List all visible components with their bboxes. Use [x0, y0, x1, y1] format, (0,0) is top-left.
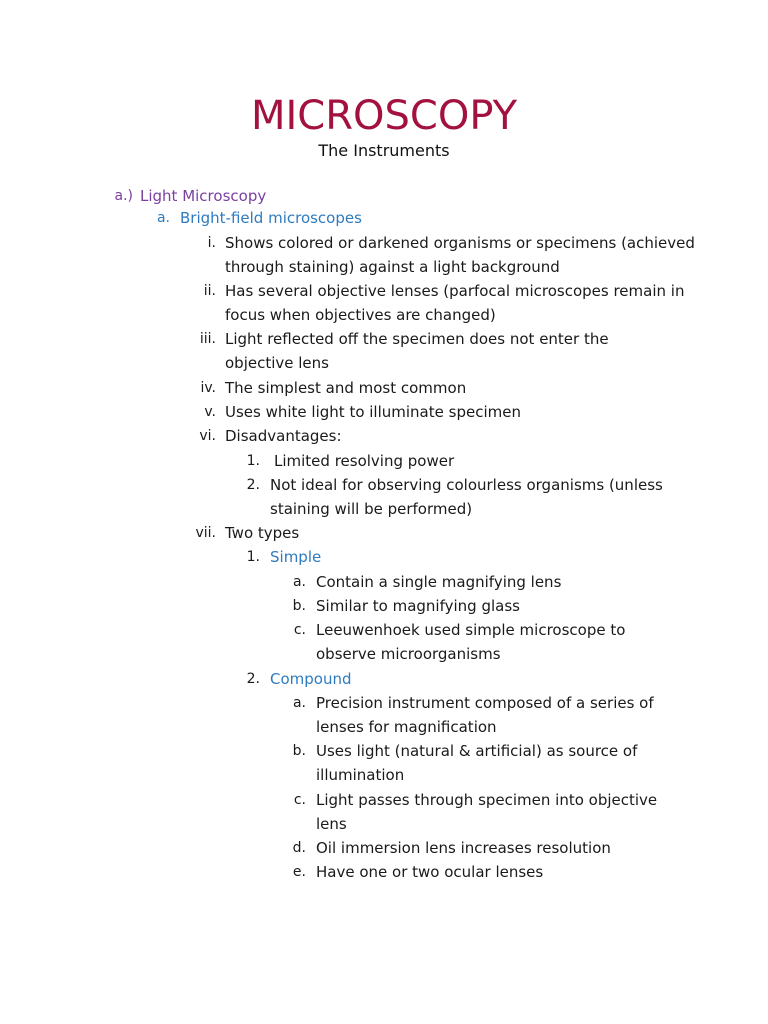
type-marker: 2. [246, 671, 260, 687]
list-item-marker: d. [292, 840, 306, 856]
list-item-marker: b. [292, 598, 306, 614]
list-item-line: observe microorganisms [316, 645, 501, 663]
list-item-marker: vii. [195, 525, 216, 541]
list-item-line: Limited resolving power [274, 452, 455, 470]
list-item-marker: b. [292, 743, 306, 759]
type-marker: 1. [246, 549, 260, 565]
list-item-marker: c. [293, 792, 306, 808]
list-item-line: illumination [316, 766, 405, 784]
list-item-line: lenses for magnification [316, 718, 497, 736]
list-item-line: Uses white light to illuminate specimen [225, 403, 521, 421]
list-item-line: through staining) against a light background [225, 258, 560, 276]
subsection-marker: a. [156, 210, 170, 226]
list-item-line: Leeuwenhoek used simple microscope to [316, 621, 626, 639]
list-item-line: Shows colored or darkened organisms or specimens (achieved [225, 234, 695, 252]
section-heading-light-microscopy: Light Microscopy [140, 187, 267, 205]
list-item-line: Uses light (natural & artificial) as source of [316, 742, 638, 760]
list-item-marker: e. [292, 864, 306, 880]
list-item-line: focus when objectives are changed) [225, 306, 496, 324]
list-item-line: lens [316, 815, 347, 833]
list-item-line: Has several objective lenses (parfocal microscopes remain in [225, 282, 685, 300]
list-item-line: Oil immersion lens increases resolution [316, 839, 611, 857]
list-item-line: Two types [225, 524, 300, 542]
list-item-line: staining will be performed) [270, 500, 473, 518]
page-title: MICROSCOPY [251, 93, 517, 139]
subsection-heading-bright-field: Bright-field microscopes [180, 209, 362, 227]
list-item-line: Light passes through specimen into objective [316, 791, 658, 809]
list-item-marker: iii. [199, 331, 216, 347]
type-heading-simple: Simple [270, 548, 322, 566]
list-item-marker: ii. [203, 283, 216, 299]
list-item-marker: vi. [199, 428, 216, 444]
list-item-line: Have one or two ocular lenses [316, 863, 544, 881]
section-marker: a.) [114, 188, 133, 204]
list-item-marker: 2. [246, 477, 260, 493]
list-item-line: Contain a single magnifying lens [316, 573, 562, 591]
list-item-line: Disadvantages: [225, 427, 342, 445]
list-item-marker: iv. [200, 380, 216, 396]
list-item-line: The simplest and most common [225, 379, 467, 397]
list-item-marker: a. [292, 574, 306, 590]
list-item-marker: 1. [246, 453, 260, 469]
list-item-marker: i. [207, 235, 216, 251]
list-item-line: objective lens [225, 354, 329, 372]
list-item-marker: a. [292, 695, 306, 711]
list-item-line: Precision instrument composed of a series of [316, 694, 654, 712]
list-item-line: Not ideal for observing colourless organisms (unless [270, 476, 663, 494]
type-heading-compound: Compound [270, 670, 352, 688]
list-item-marker: c. [293, 622, 306, 638]
list-item-line: Light reflected off the specimen does not enter the [225, 330, 609, 348]
list-item-marker: v. [204, 404, 216, 420]
page-subtitle: The Instruments [318, 141, 450, 160]
list-item-line: Similar to magnifying glass [316, 597, 520, 615]
